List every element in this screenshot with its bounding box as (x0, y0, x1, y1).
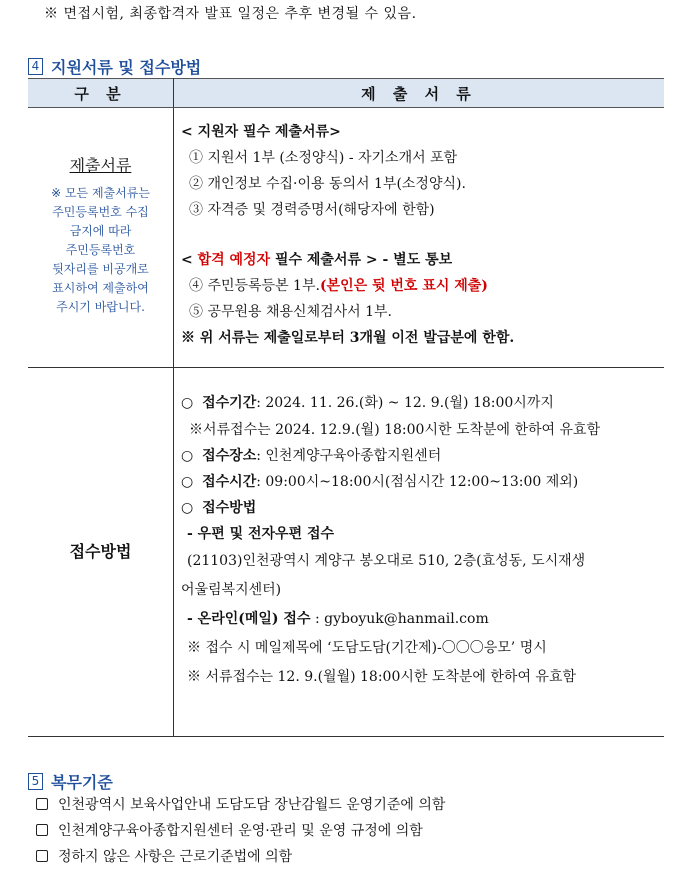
period-line: ○ 접수기간: 2024. 11. 26.(화) ~ 12. 9.(월) 18:00시까지 (181, 395, 554, 411)
online-line: - 온라인(메일) 접수 : gyboyuk@hanmail.com (187, 611, 489, 627)
documents-table (28, 78, 664, 737)
section5-number: 5 (28, 773, 43, 790)
address-line-1: (21103)인천광역시 계양구 봉오대로 510, 2층(효성동, 도시재생 (187, 553, 586, 569)
address-line-2: 어울림복지센터) (181, 582, 282, 598)
place-line: ○ 접수장소: 인천계양구육아종합지원센터 (181, 448, 442, 464)
list-item: 인천광역시 보육사업안내 도담도담 장난감월드 운영기준에 의함 (36, 792, 445, 818)
schedule-notice: ※ 면접시험, 최종합격자 발표 일정은 추후 변경될 수 있음. (44, 6, 417, 22)
required-title: < 지원자 필수 제출서류> (181, 124, 341, 140)
row-label-documents: 제출서류 (69, 156, 132, 175)
section4-number: 4 (28, 58, 43, 75)
section5-heading (28, 770, 113, 793)
pass-item-5: ⑤ 공무원용 채용신체검사서 1부. (189, 304, 392, 320)
post-title: - 우편 및 전자우편 접수 (187, 526, 335, 542)
header-category: 구 분 (28, 79, 174, 108)
final-note: ※ 서류접수는 12. 9.(월월) 18:00시한 도착분에 한하여 유효함 (187, 669, 576, 685)
service-standards-list (36, 792, 445, 870)
section4-heading (28, 55, 201, 78)
list-item: 인천계양구육아종합지원센터 운영·관리 및 운영 규정에 의함 (36, 818, 445, 844)
pass-item-4: ④ 주민등록등본 1부.(본인은 뒷 번호 표시 제출) (189, 278, 488, 294)
checkbox-icon (36, 798, 48, 810)
table-row-documents (28, 108, 664, 368)
checkbox-icon (36, 824, 48, 836)
required-item-1: ① 지원서 1부 (소정양식) - 자기소개서 포함 (189, 150, 458, 166)
header-documents: 제 출 서 류 (174, 79, 665, 108)
checkbox-icon (36, 850, 48, 862)
required-item-2: ② 개인정보 수집·이용 동의서 1부(소정양식). (189, 176, 466, 192)
required-item-3: ③ 자격증 및 경력증명서(해당자에 한함) (189, 202, 435, 218)
row-label-method: 접수방법 (69, 541, 132, 561)
email-address: : gyboyuk@hanmail.com (314, 611, 489, 627)
table-row-method (28, 368, 664, 737)
list-item: 정하지 않은 사항은 근로기준법에 의함 (36, 844, 445, 870)
time-line: ○ 접수시간: 09:00시~18:00시(점심시간 12:00~13:00 제외) (181, 474, 579, 490)
method-line: ○ 접수방법 (181, 500, 257, 516)
section5-title: 복무기준 (51, 773, 113, 792)
pass-title: < 합격 예정자 필수 제출서류 > - 별도 통보 (181, 252, 453, 268)
mail-subject-note: ※ 접수 시 메일제목에 ‘도담도담(기간제)-〇〇〇응모’ 명시 (187, 640, 547, 656)
period-note: ※서류접수는 2024. 12.9.(월) 18:00시한 도착분에 한하여 유효함 (189, 422, 601, 438)
section4-title: 지원서류 및 접수방법 (51, 58, 202, 77)
privacy-note: ※ 모든 제출서류는 주민등록번호 수집 금지에 따라 주민등록번호 뒷자리를 비공개로 표시하여 제출하여 주시기 바랍니다. (51, 186, 150, 314)
validity-note: ※ 위 서류는 제출일로부터 3개월 이전 발급분에 한함. (181, 330, 515, 346)
